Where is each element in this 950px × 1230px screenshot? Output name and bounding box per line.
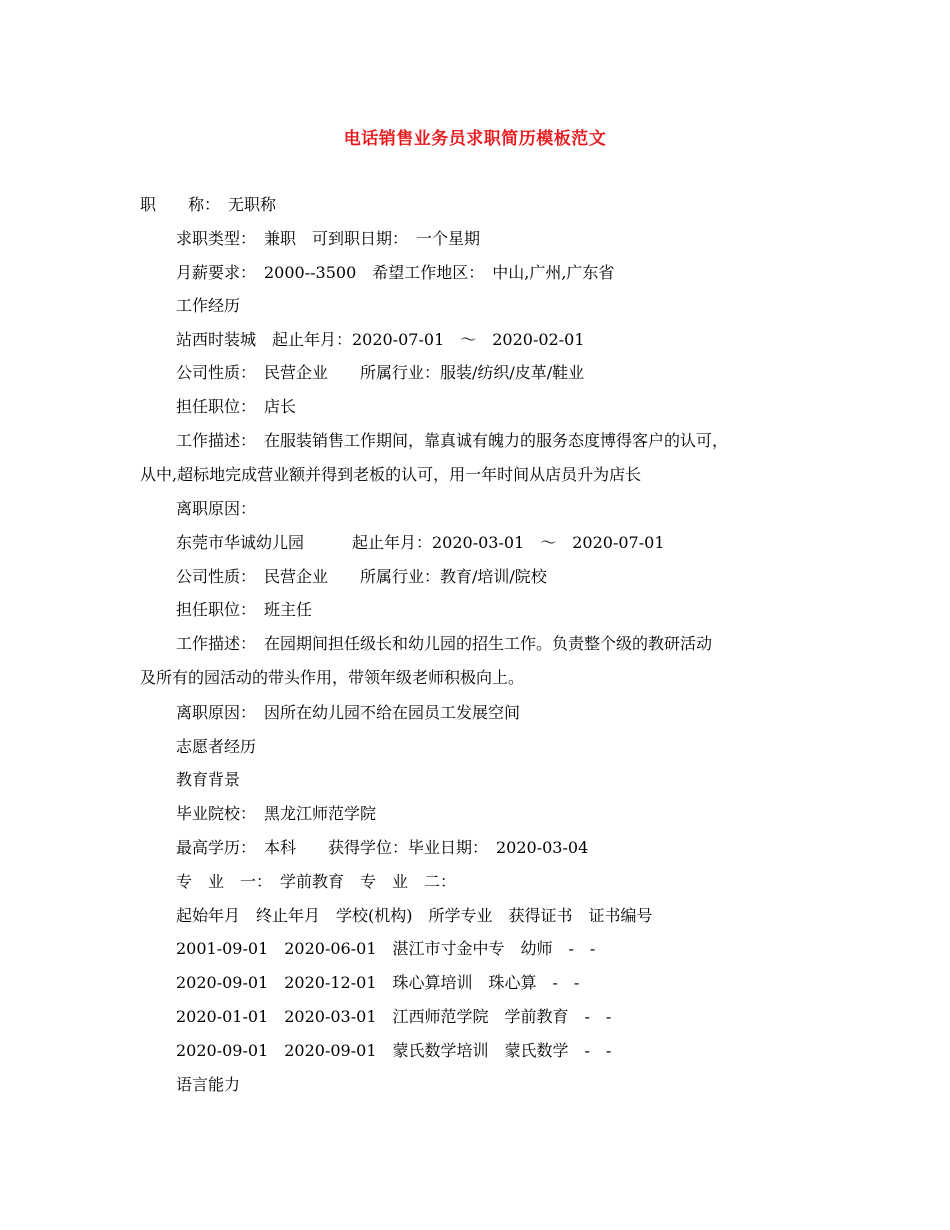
job2-company-type: 公司性质： 民营企业 所属行业：教育/培训/院校: [176, 567, 547, 586]
job1-company: 站西时装城 起止年月：2020-07-01 ～ 2020-02-01: [176, 330, 585, 349]
field-job-title: 职 称： 无职称: [140, 195, 277, 214]
field-job-type: 求职类型： 兼职 可到职日期： 一个星期: [176, 229, 481, 248]
job2-description-cont: 及所有的园活动的带头作用，带领年级老师积极向上。: [140, 668, 525, 687]
edu-row: 2020-01-01 2020-03-01 江西师范学院 学前教育 - -: [176, 1007, 612, 1026]
edu-row: 2020-09-01 2020-09-01 蒙氏数学培训 蒙氏数学 - -: [176, 1041, 612, 1060]
section-work-experience: 工作经历: [176, 296, 241, 315]
edu-major: 专 业 一： 学前教育 专 业 二：: [176, 872, 457, 891]
job2-company: 东莞市华诚幼儿园 起止年月：2020-03-01 ～ 2020-07-01: [176, 533, 665, 552]
field-salary: 月薪要求： 2000--3500 希望工作地区： 中山,广州,广东省: [176, 263, 615, 282]
edu-row: 2001-09-01 2020-06-01 湛江市寸金中专 幼师 - -: [176, 939, 596, 958]
job1-position: 担任职位： 店长: [176, 397, 297, 416]
section-education: 教育背景: [176, 770, 241, 789]
job1-company-type: 公司性质： 民营企业 所属行业：服装/纺织/皮革/鞋业: [176, 363, 585, 382]
job2-description: 工作描述： 在园期间担任级长和幼儿园的招生工作。负责整个级的教研活动: [176, 634, 713, 653]
edu-degree: 最高学历： 本科 获得学位：毕业日期： 2020-03-04: [176, 838, 589, 857]
document-title: 电话销售业务员求职简历模板范文: [343, 129, 607, 149]
job2-leave-reason: 离职原因： 因所在幼儿园不给在园员工发展空间: [176, 703, 521, 722]
job1-description-cont: 从中,超标地完成营业额并得到老板的认可，用一年时间从店员升为店长: [140, 465, 642, 484]
section-language: 语言能力: [176, 1075, 241, 1094]
edu-school: 毕业院校： 黑龙江师范学院: [176, 804, 377, 823]
job1-description: 工作描述： 在服装销售工作期间，靠真诚有魄力的服务态度博得客户的认可，: [176, 431, 729, 450]
edu-table-header: 起始年月 终止年月 学校(机构) 所学专业 获得证书 证书编号: [176, 906, 653, 925]
edu-row: 2020-09-01 2020-12-01 珠心算培训 珠心算 - -: [176, 973, 580, 992]
job1-leave-reason: 离职原因：: [176, 499, 257, 518]
section-volunteer: 志愿者经历: [176, 737, 257, 756]
job2-position: 担任职位： 班主任: [176, 600, 313, 619]
